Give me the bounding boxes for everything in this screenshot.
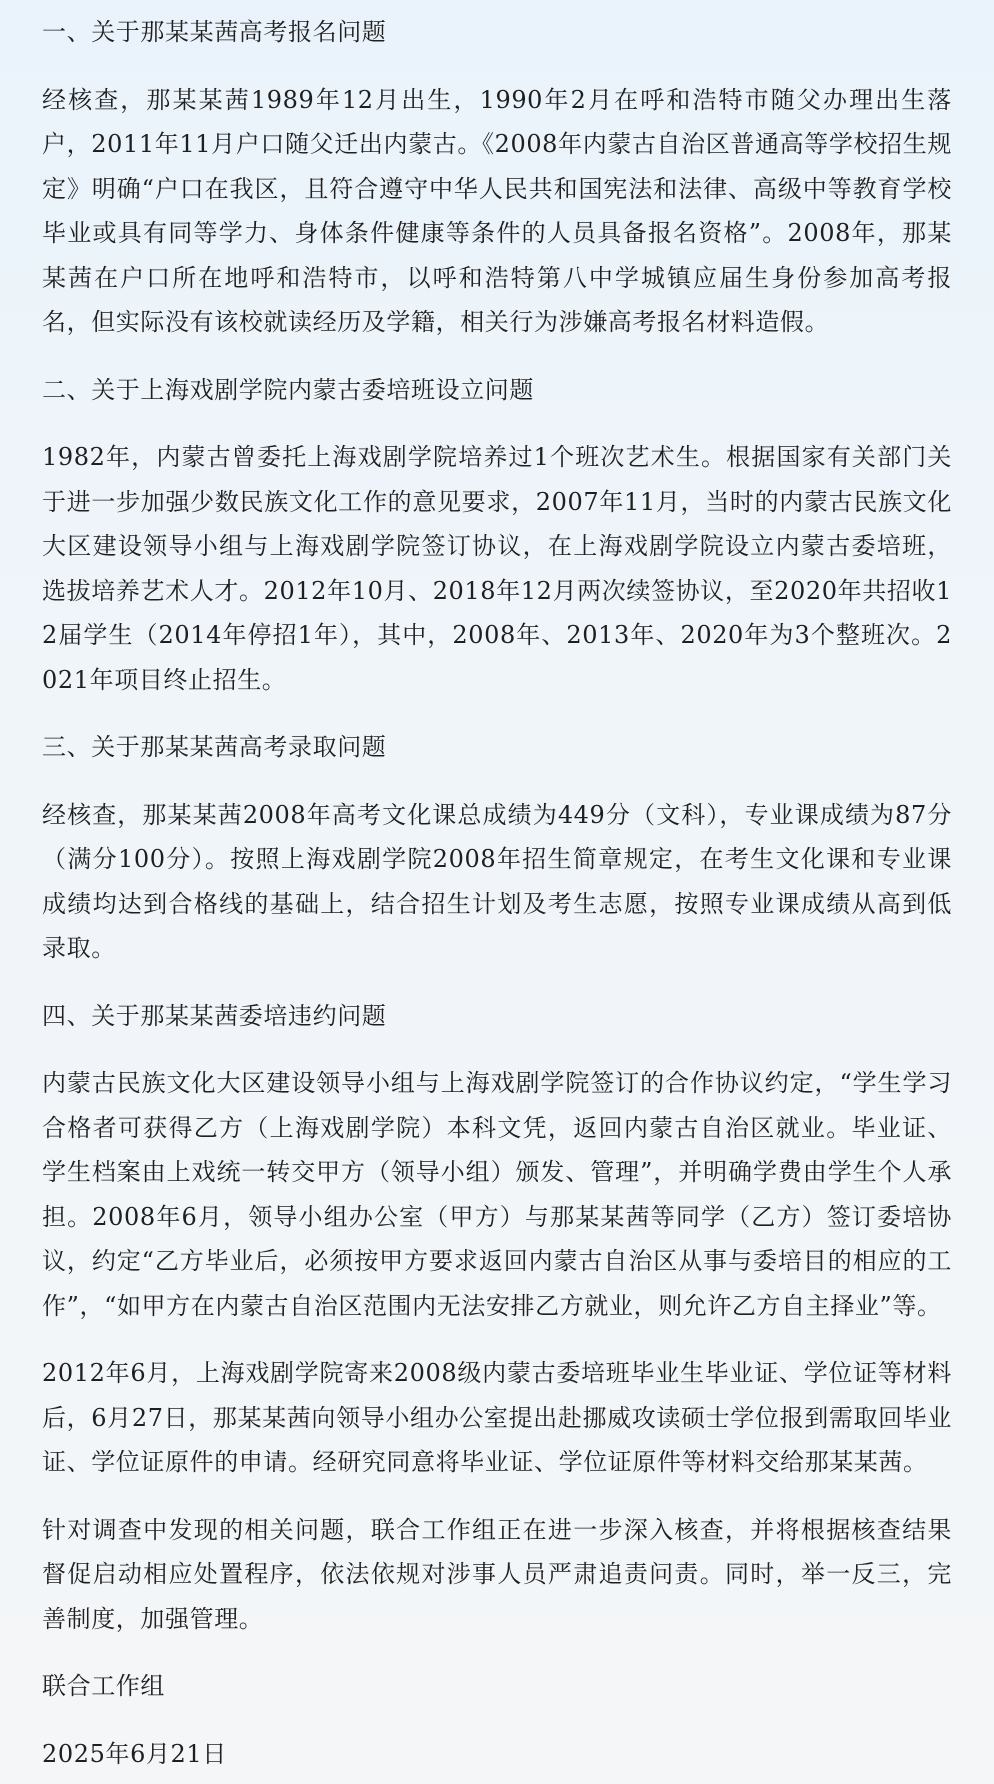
closing-paragraph: 针对调查中发现的相关问题，联合工作组正在进一步深入核查，并将根据核查结果督促启动相应处置程序，依法依规对涉事人员严肃追责问责。同时，举一反三，完善制度，加强管理。: [42, 1515, 952, 1633]
section-heading-4: 四、关于那某某茜委培违约问题: [42, 1001, 387, 1030]
document-date: 2025年6月21日: [42, 1739, 227, 1768]
section-1-paragraph-1: 经核查，那某某茜1989年12月出生，1990年2月在呼和浩特市随父办理出生落户，2011年11月户口随父迁出内蒙古。《2008年内蒙古自治区普通高等学校招生规定》明确“户口在我区，且符合遵守中华人民共和国宪法和法律、高级中等教育学校毕业或具有同等学力、身体条件健康等条件的人员具备报名资格”。2008年，那某某茜在户口所在地呼和浩特市，以呼和浩特第八中学城镇应届生身份参加高考报名，但实际没有该校就读经历及学籍，相关行为涉嫌高考报名材料造假。: [42, 85, 952, 336]
section-heading-3: 三、关于那某某茜高考录取问题: [42, 733, 387, 761]
signature: 联合工作组: [42, 1672, 165, 1700]
section-4-paragraph-1: 内蒙古民族文化大区建设领导小组与上海戏剧学院签订的合作协议约定，“学生学习合格者可获得乙方（上海戏剧学院）本科文凭，返回内蒙古自治区就业。毕业证、学生档案由上戏统一转交甲方（领导小组）颁发、管理”，并明确学费由学生个人承担。2008年6月，领导小组办公室（甲方）与那某某茜等同学（乙方）签订委培协议，约定“乙方毕业后，必须按甲方要求返回内蒙古自治区从事与委培目的相应的工作”，“如甲方在内蒙古自治区范围内无法安排乙方就业，则允许乙方自主择业”等。: [42, 1069, 952, 1320]
section-heading-1: 一、关于那某某茜高考报名问题: [42, 18, 387, 46]
section-4-paragraph-2: 2012年6月，上海戏剧学院寄来2008级内蒙古委培班毕业生毕业证、学位证等材料后，6月27日，那某某茜向领导小组办公室提出赴挪威攻读硕士学位报到需取回毕业证、学位证原件的申请。经研究同意将毕业证、学位证原件等材料交给那某某茜。: [42, 1359, 952, 1476]
section-heading-2: 二、关于上海戏剧学院内蒙古委培班设立问题: [42, 375, 534, 404]
section-3-paragraph-1: 经核查，那某某茜2008年高考文化课总成绩为449分（文科），专业课成绩为87分（满分100分）。按照上海戏剧学院2008年招生简章规定，在考生文化课和专业课成绩均达到合格线的基础上，结合招生计划及考生志愿，按照专业课成绩从高到低录取。: [42, 800, 952, 962]
section-2-paragraph-1: 1982年，内蒙古曾委托上海戏剧学院培养过1个班次艺术生。根据国家有关部门关于进一步加强少数民族文化工作的意见要求，2007年11月，当时的内蒙古民族文化大区建设领导小组与上海戏剧学院签订协议，在上海戏剧学院设立内蒙古委培班，选拔培养艺术人才。2012年10月、2018年12月两次续签协议，至2020年共招收12届学生（2014年停招1年），其中，2008年、2013年、2020年为3个整班次。2021年项目终止招生。: [42, 443, 952, 694]
